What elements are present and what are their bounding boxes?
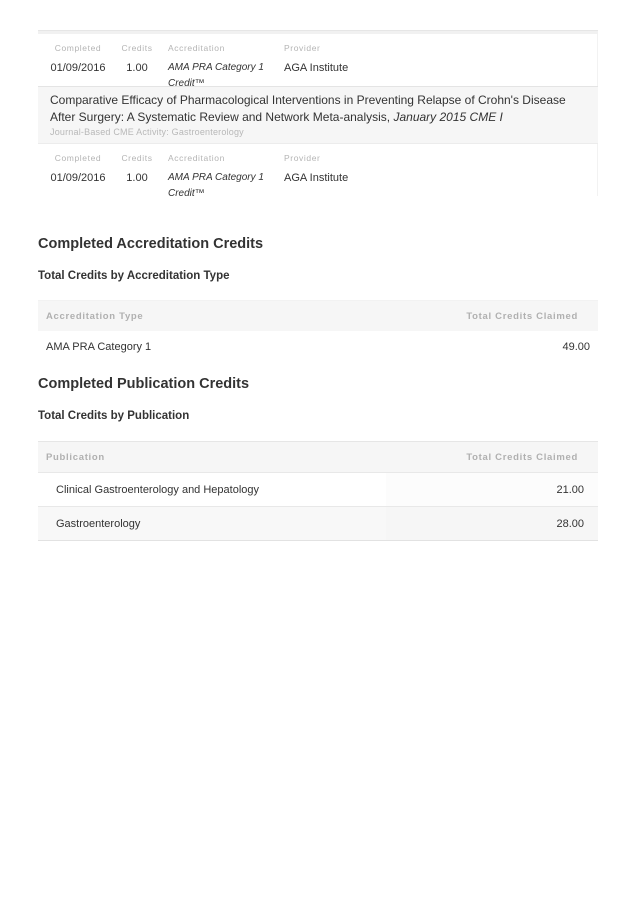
credits-value: 1.00 bbox=[126, 62, 148, 74]
credits-label: Credits bbox=[121, 43, 153, 53]
activity-subtitle: Journal-Based CME Activity: Gastroenterology bbox=[50, 127, 244, 137]
publication-cell: Clinical Gastroenterology and Hepatology bbox=[38, 473, 386, 507]
table-header-row bbox=[38, 301, 598, 332]
publication-cell: Gastroenterology bbox=[38, 507, 386, 541]
accreditation-subheading: Total Credits by Accreditation Type bbox=[38, 270, 230, 282]
record-meta-row bbox=[38, 34, 598, 89]
activity-title bbox=[50, 92, 586, 126]
completed-label: Completed bbox=[54, 43, 102, 53]
provider-label: Provider bbox=[284, 43, 321, 53]
completed-column bbox=[38, 43, 114, 82]
credits-value: 1.00 bbox=[126, 172, 148, 184]
activity-date: January 2015 CME I bbox=[393, 110, 503, 124]
publication-subheading: Total Credits by Publication bbox=[38, 410, 190, 422]
accreditation-value bbox=[168, 170, 284, 202]
publication-heading: Completed Publication Credits bbox=[38, 376, 250, 392]
activity-block bbox=[38, 86, 598, 144]
accreditation-line-1: AMA PRA Category 1 bbox=[168, 62, 264, 73]
column-header-total-credits: Total Credits Claimed bbox=[386, 442, 598, 473]
table-header-row bbox=[38, 442, 598, 473]
column-header-accreditation-type: Accreditation Type bbox=[38, 301, 298, 332]
total-credits-cell: 21.00 bbox=[386, 473, 598, 507]
credits-label: Credits bbox=[121, 153, 153, 163]
table-row bbox=[38, 331, 598, 363]
table-row bbox=[38, 473, 598, 507]
provider-value: AGA Institute bbox=[284, 62, 349, 74]
column-header-total-credits: Total Credits Claimed bbox=[298, 301, 598, 332]
provider-column bbox=[284, 43, 484, 82]
accreditation-label: Accreditation bbox=[168, 153, 225, 163]
accreditation-type-cell: AMA PRA Category 1 bbox=[46, 341, 152, 353]
completed-label: Completed bbox=[54, 153, 102, 163]
activity-title-text: Comparative Efficacy of Pharmacological Interventions in Preventing Relapse of Crohn's Disease After Surgery: A Systematic Review and Network Meta-analysis, bbox=[50, 93, 566, 124]
credits-column bbox=[114, 153, 160, 192]
accreditation-value bbox=[168, 60, 284, 92]
record-meta-row bbox=[38, 144, 598, 199]
accreditation-heading: Completed Accreditation Credits bbox=[38, 236, 264, 252]
provider-value: AGA Institute bbox=[284, 172, 349, 184]
accreditation-label: Accreditation bbox=[168, 43, 225, 53]
column-header-publication: Publication bbox=[38, 442, 386, 473]
completed-date: 01/09/2016 bbox=[50, 172, 106, 184]
accreditation-line-2: Credit™ bbox=[168, 188, 205, 199]
accreditation-line-2: Credit™ bbox=[168, 78, 205, 89]
accreditation-column bbox=[160, 153, 284, 199]
completed-date: 01/09/2016 bbox=[50, 62, 106, 74]
total-credits-cell: 49.00 bbox=[562, 341, 590, 353]
provider-column bbox=[284, 153, 484, 192]
accreditation-table bbox=[38, 300, 598, 363]
table-row bbox=[38, 507, 598, 541]
accreditation-line-1: AMA PRA Category 1 bbox=[168, 172, 264, 183]
accreditation-column bbox=[160, 43, 284, 89]
credits-column bbox=[114, 43, 160, 82]
total-credits-cell: 28.00 bbox=[386, 507, 598, 541]
completed-column bbox=[38, 153, 114, 192]
publication-table bbox=[38, 441, 598, 541]
activity-records bbox=[38, 30, 598, 199]
provider-label: Provider bbox=[284, 153, 321, 163]
